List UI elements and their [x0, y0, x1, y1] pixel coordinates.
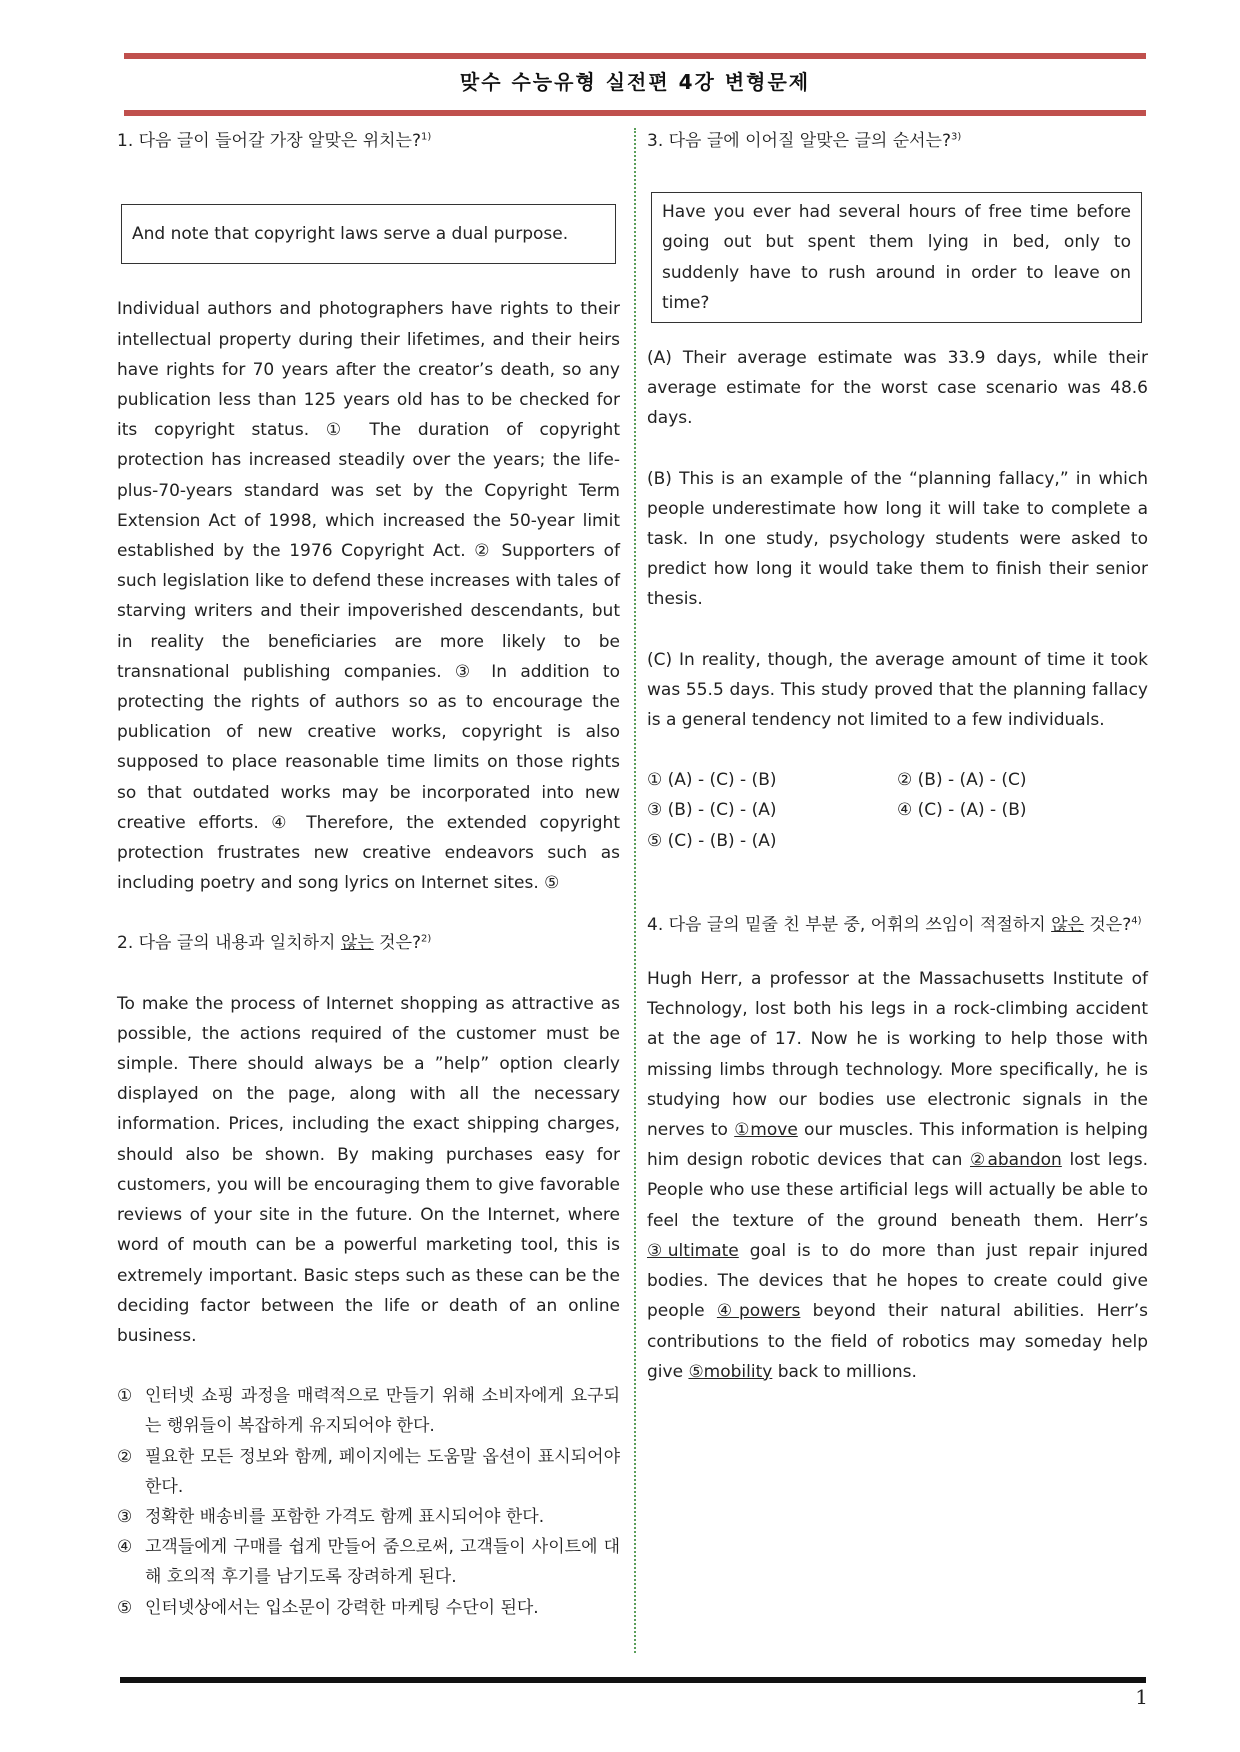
question-2-title: [117, 928, 620, 958]
question-2-title-post: 것은?: [373, 933, 422, 954]
page-title: 맞수 수능유형 실전편 4강 변형문제: [459, 70, 811, 94]
question-4-title-post: 것은?: [1083, 914, 1132, 935]
question-1-title-text: 1. 다음 글이 들어갈 가장 알맞은 위치는?: [117, 131, 421, 151]
option-text: 정확한 배송비를 포함한 가격도 함께 표시되어야 한다.: [145, 1506, 545, 1527]
question-1: [117, 126, 620, 898]
question-3-title-text: 3. 다음 글에 이어질 알맞은 글의 순서는?: [647, 131, 951, 151]
question-3-paragraph-c: (C) In reality, though, the average amount of time it took was 55.5 days. This study proved that the planning fallacy is a general tendency not limited to a few individuals.: [647, 649, 1148, 731]
header-bottom-rule: [124, 110, 1146, 116]
passage-segment: beyond their natural abilities. Herr’s contributions to the field of robotics may someday help give: [647, 1301, 1148, 1382]
question-3: [647, 126, 1148, 856]
option-number: ⑤: [117, 1597, 133, 1618]
question-3-paragraph-b: (B) This is an example of the “planning fallacy,” in which people underestimate how long it will take to complete a task. In one study, psychology students were asked to predict how long it would take them to finish their senior thesis.: [647, 468, 1148, 610]
passage-segment: back to millions.: [772, 1361, 917, 1382]
question-3-given-passage-box: Have you ever had several hours of free time before going out but spent them lying in bed, only to suddenly have to rush around in order to leave on time?: [651, 192, 1142, 323]
footer-rule: [120, 1677, 1146, 1683]
question-4-passage: [647, 964, 1148, 1387]
question-2-title-pre: 2. 다음 글의 내용과 일치하지: [117, 933, 341, 954]
question-2-passage: To make the process of Internet shopping as attractive as possible, the actions required of the customer must be simple. There should always be a ”help” option clearly displayed on the page, along with all the necessary information. Prices, including the exact shipping charges, should also be shown. By making purchases easy for customers, you will be encouraging them to give favorable reviews of your site in the future. On the Internet, where word of mouth can be a powerful marketing tool, this is extremely important. Basic steps such as these can be the deciding factor between the life or death of an online business.: [117, 993, 620, 1346]
question-2-option-1[interactable]: [117, 1381, 620, 1441]
passage-segment: lost legs. People who use these artificial legs will actually be able to feel the texture of the ground beneath them. Herr’s: [647, 1150, 1148, 1231]
question-3-paragraph-a: (A) Their average estimate was 33.9 days, while their average estimate for the worst case scenario was 48.6 days.: [647, 348, 1148, 429]
question-2-option-3[interactable]: [117, 1502, 620, 1532]
question-3-option-3[interactable]: ③ (B) - (C) - (A): [647, 800, 777, 821]
header-top-rule: [124, 53, 1146, 59]
column-divider: [634, 128, 636, 1653]
question-4-footnote: 4): [1131, 915, 1142, 927]
option-text: 인터넷상에서는 입소문이 강력한 마케팅 수단이 된다.: [145, 1597, 539, 1618]
passage-segment: Hugh Herr, a professor at the Massachusetts Institute of Technology, lost both his legs in a rock-climbing accident at the age of 17. Now he is working to help those with missing limbs through technology. More specifically, he is studying how our bodies use electronic signals in the nerves to: [647, 969, 1148, 1141]
question-1-title: [117, 126, 620, 156]
option-number: ②: [117, 1446, 133, 1467]
question-2-option-2[interactable]: [117, 1442, 620, 1502]
question-3-title: [647, 126, 1148, 156]
question-1-given-sentence-box: And note that copyright laws serve a dual purpose.: [121, 204, 616, 264]
question-3-option-2[interactable]: ② (B) - (A) - (C): [897, 770, 1027, 791]
passage-segment: goal is to do more than just repair injured bodies. The devices that he hopes to create could give people: [647, 1240, 1148, 1322]
left-column: [117, 126, 620, 1623]
underlined-word-2[interactable]: ②abandon: [969, 1150, 1062, 1171]
question-2-title-underlined: 않는: [340, 933, 374, 954]
question-3-option-4[interactable]: ④ (C) - (A) - (B): [897, 800, 1027, 821]
right-column: [647, 126, 1148, 1417]
underlined-word-3[interactable]: ③ultimate: [647, 1240, 739, 1261]
underlined-word-1[interactable]: ①move: [734, 1120, 798, 1141]
option-number: ③: [117, 1506, 133, 1527]
question-4-title-pre: 4. 다음 글의 밑줄 친 부분 중, 어휘의 쓰임이 적절하지: [647, 914, 1052, 935]
question-2-options: [117, 1381, 620, 1623]
underlined-word-5[interactable]: ⑤mobility: [688, 1361, 773, 1382]
question-2-option-4[interactable]: [117, 1532, 620, 1592]
question-3-options: [647, 765, 1148, 856]
option-number: ④: [117, 1537, 133, 1558]
option-text: 필요한 모든 정보와 함께, 페이지에는 도움말 옵션이 표시되어야 한다.: [145, 1446, 620, 1497]
option-number: ①: [117, 1386, 133, 1407]
question-3-option-5[interactable]: ⑤ (C) - (B) - (A): [647, 830, 777, 851]
question-3-option-1[interactable]: ① (A) - (C) - (B): [647, 770, 777, 791]
question-1-passage: Individual authors and photographers have rights to their intellectual property during their lifetimes, and their heirs have rights for 70 years after the creator’s death, so any publication less than 125 years old has to be checked for its copyright status. ① The duration of copyright protection has increased steadily over the years; the life-plus-70-years standard was set by the Copyright Term Extension Act of 1998, which increased the 50-year limit established by the 1976 Copyright Act. ② Supporters of such legislation like to defend these increases with tales of starving writers and their impoverished descendants, but in reality the beneficiaries are more likely to be transnational publishing companies. ③ In addition to protecting the rights of authors so as to encourage the publication of new creative works, copyright is also supposed to place reasonable time limits on those rights so that outdated works may be incorporated into new creative efforts. ④ Therefore, the extended copyright protection frustrates new creative endeavors such as including poetry and song lyrics on Internet sites. ⑤: [117, 299, 620, 894]
question-2-option-5[interactable]: [117, 1593, 620, 1623]
passage-segment: our muscles. This information is helping him design robotic devices that can: [647, 1120, 1148, 1171]
option-text: 고객들에게 구매를 쉽게 만들어 줌으로써, 고객들이 사이트에 대해 호의적 후기를 남기도록 장려하게 된다.: [145, 1537, 620, 1588]
option-text: 인터넷 쇼핑 과정을 매력적으로 만들기 위해 소비자에게 요구되는 행위들이 복잡하게 유지되어야 한다.: [145, 1386, 620, 1437]
question-1-footnote: 1): [421, 131, 432, 143]
question-4: [647, 910, 1148, 1387]
question-4-title-underlined: 않은: [1051, 914, 1084, 935]
question-2: [117, 928, 620, 1622]
page-number: 1: [1135, 1685, 1148, 1709]
question-3-footnote: 3): [951, 131, 962, 143]
underlined-word-4[interactable]: ④powers: [716, 1301, 801, 1322]
question-4-title: [647, 910, 1148, 940]
question-2-footnote: 2): [421, 933, 432, 945]
